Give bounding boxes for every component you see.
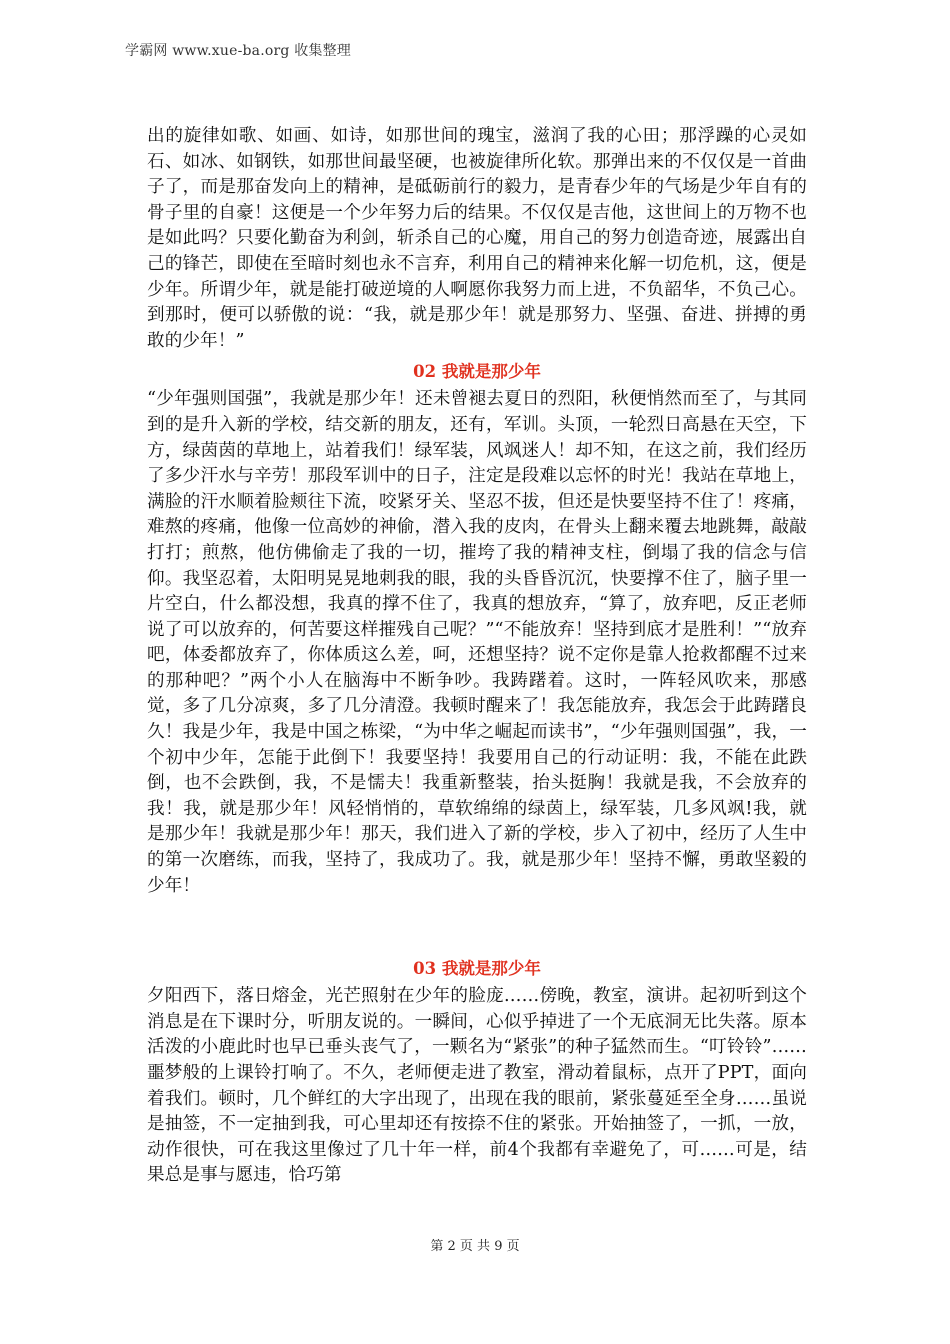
source-watermark-note: 学霸网 www.xue-ba.org 收集整理 <box>125 43 352 59</box>
paragraph-continued: 出的旋律如歌、如画、如诗，如那世间的瑰宝，滋润了我的心田；那浮躁的心灵如石、如冰、如钢铁，如那世间最坚硬，也被旋律所化软。那弹出来的不仅仅是一首曲子了，而是那奋发向上的精神，是砥砺前行的毅力，是青春少年的气场是少年自有的骨子里的自豪！这便是一个少年努力后的结果。不仅仅是吉他，这世间上的万物不也是如此吗？只要化勤奋为利剑，斩杀自己的心魔，用自己的努力创造奇迹，展露出自己的锋芒，即使在至暗时刻也永不言弃，利用自己的精神来化解一切危机，这，便是少年。所谓少年，就是能打破逆境的人啊愿你我努力而上进，不负韶华，不负己心。到那时，便可以骄傲的说：“我，就是那少年！就是那努力、坚强、奋进、拼搏的勇敢的少年！” <box>147 126 807 351</box>
section-title-02: 02 我就是那少年 <box>413 362 541 382</box>
paragraph-section-02: “少年强则国强”，我就是那少年！还未曾褪去夏日的烈阳，秋便悄然而至了，与其同到的是升入新的学校，结交新的朋友，还有，军训。头顶，一轮烈日高悬在天空，下方，绿茵茵的草地上，站着我们！绿军装，风飒迷人！却不知，在这之前，我们经历了多少汗水与辛劳！那段军训中的日子，注定是段难以忘怀的时光！我站在草地上，满脸的汗水顺着脸颊往下流，咬紧牙关、坚忍不拔，但还是快要坚持不住了！疼痛，难熬的疼痛，他像一位高妙的神偷，潜入我的皮肉，在骨头上翻来覆去地跳舞，敲敲打打；煎熬，他仿佛偷走了我的一切，摧垮了我的精神支柱，倒塌了我的信念与信仰。我坚忍着，太阳明晃晃地刺我的眼，我的头昏昏沉沉，快要撑不住了，脑子里一片空白，什么都没想，我真的撑不住了，我真的想放弃，“算了，放弃吧，反正老师说了可以放弃的，何苦要这样摧残自己呢？”“不能放弃！坚持到底才是胜利！”“放弃吧，体委都放弃了，你体质这么差，呵，还想坚持？说不定你是靠人抢救都醒不过来的那种吧？”两个小人在脑海中不断争吵。我踌躇着。这时，一阵轻风吹来，那感觉，多了几分凉爽，多了几分清澄。我顿时醒来了！我怎能放弃，我怎会于此踌躇良久！我是少年，我是中国之栋梁，“为中华之崛起而读书”，“少年强则国强”，我，一个初中少年，怎能于此倒下！我要坚持！我要用自己的行动证明：我，不能在此跌倒，也不会跌倒，我，不是懦夫！我重新整装，抬头挺胸！我就是我，不会放弃的我！我，就是那少年！风轻悄悄的，草软绵绵的绿茵上，绿军装，几多风飒!我，就是那少年！我就是那少年！那天，我们进入了新的学校，步入了初中，经历了人生中的第一次磨练，而我，坚持了，我成功了。我，就是那少年！坚持不懈，勇敢坚毅的少年！ <box>147 389 807 896</box>
page-number-footer: 第 2 页 共 9 页 <box>430 1239 520 1254</box>
document-body <box>147 124 807 1189</box>
paragraph-section-03: 夕阳西下，落日熔金，光芒照射在少年的脸庞……傍晚，教室，演讲。起初听到这个消息是在下课时分，听朋友说的。一瞬间，心似乎掉进了一个无底洞无比失落。原本活泼的小鹿此时也早已垂头丧气了，一颗名为“紧张”的种子猛然而生。“叮铃铃”……噩梦般的上课铃打响了。不久，老师便走进了教室，滑动着鼠标，点开了PPT，面向着我们。顿时，几个鲜红的大字出现了，出现在我的眼前，紧张蔓延至全身……虽说是抽签，不一定抽到我，可心里却还有按捺不住的紧张。开始抽签了，一抓，一放，动作很快，可在我这里像过了几十年一样，前4个我都有幸避免了，可……可是，结果总是事与愿违，恰巧第 <box>147 986 807 1186</box>
section-title-03: 03 我就是那少年 <box>413 959 541 979</box>
